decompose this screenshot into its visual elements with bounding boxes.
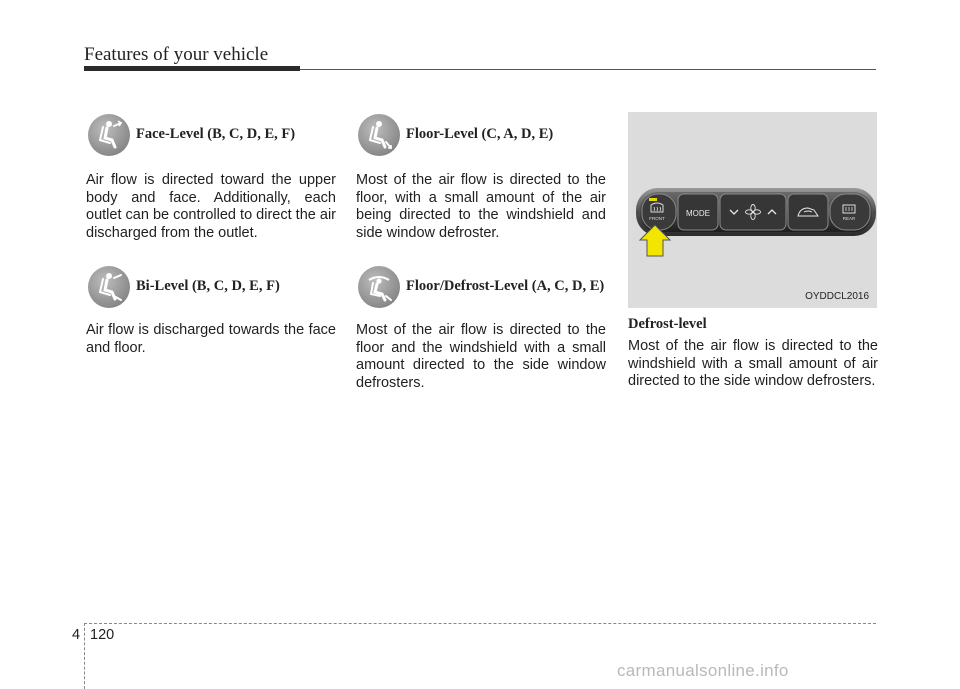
photo-code: OYDDCL2016	[805, 291, 869, 302]
face-level-icon	[88, 114, 130, 156]
section-floor-level	[356, 114, 606, 242]
climate-panel-illustration	[628, 112, 877, 308]
section-title: Bi-Level (B, C, D, E, F)	[136, 278, 280, 294]
section-body: Most of the air flow is directed to the floor and the windshield with a small amount directed to the side window defrosters.	[356, 322, 606, 391]
watermark: carmanualsonline.info	[617, 661, 789, 680]
section-body: Most of the air flow is directed to the floor, with a small amount of the air being directed to the windshield and side window defroster.	[356, 172, 606, 241]
header-bar	[84, 66, 300, 71]
header-rule	[300, 69, 876, 70]
section-face-level	[86, 114, 336, 242]
section-body: Air flow is directed toward the upper body and face. Additionally, each outlet can be controlled to direct the air discharged from the outlet.	[86, 172, 336, 241]
footer-rule	[84, 623, 876, 624]
footer-divider	[84, 623, 85, 689]
section-body: Air flow is discharged towards the face and floor.	[86, 322, 336, 356]
section-title: Floor/Defrost-Level (A, C, D, E)	[406, 278, 605, 294]
header-title: Features of your vehicle	[84, 44, 269, 65]
section-floor-defrost-level	[356, 266, 606, 392]
bi-level-icon	[88, 266, 130, 308]
section-title: Face-Level (B, C, D, E, F)	[136, 126, 296, 142]
climate-panel-photo	[628, 112, 877, 308]
front-label: FRONT	[649, 216, 665, 221]
section-title: Floor-Level (C, A, D, E)	[406, 126, 554, 142]
floor-level-icon	[358, 114, 400, 156]
chapter-number: 4	[72, 627, 81, 643]
led-indicator	[649, 198, 657, 201]
floor-defrost-level-icon	[358, 266, 400, 308]
mode-label: MODE	[686, 209, 710, 218]
page-number: 120	[90, 627, 115, 643]
section-bi-level	[86, 266, 336, 357]
defrost-title: Defrost-level	[628, 316, 707, 332]
defrost-body: Most of the air flow is directed to the windshield with a small amount of air directed to the side window defrosters.	[628, 338, 878, 389]
rear-label: REAR	[842, 216, 856, 221]
